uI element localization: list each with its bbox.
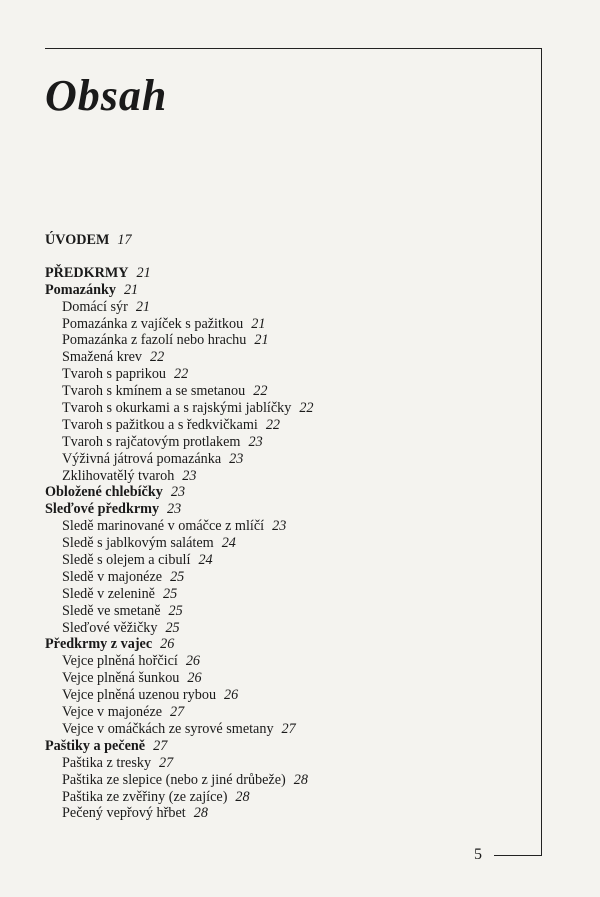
toc-entry-label: Sledě s jablkovým salátem [62, 535, 214, 552]
toc-entry-page: 23 [182, 467, 197, 484]
toc-entry [45, 586, 525, 603]
toc-entry-label: Tvaroh s pažitkou a s ředkvičkami [62, 416, 258, 433]
toc-entry [45, 789, 525, 806]
toc-entry-page: 28 [293, 771, 308, 788]
toc-section [45, 484, 525, 501]
toc-entry-label: PŘEDKRMY [45, 264, 129, 281]
toc-entry [45, 518, 525, 535]
toc-entry-label: Zklihovatělý tvaroh [62, 467, 175, 484]
toc-entry-label: Sleďové věžičky [62, 619, 158, 636]
toc-entry [45, 620, 525, 637]
table-of-contents [45, 232, 525, 822]
toc-entry-page: 27 [153, 737, 168, 754]
toc-entry-label: Sledě v zelenině [62, 585, 155, 602]
toc-entry-label: Pečený vepřový hřbet [62, 805, 186, 822]
toc-entry-page: 21 [135, 298, 150, 315]
toc-entry [45, 451, 525, 468]
toc-entry-page: 25 [162, 585, 178, 602]
toc-entry-page: 26 [224, 687, 239, 704]
toc-entry-page: 22 [174, 366, 189, 383]
toc-entry-page: 26 [160, 636, 175, 653]
toc-section [45, 501, 525, 518]
toc-entry [45, 687, 525, 704]
toc-entry-page: 26 [185, 653, 200, 670]
toc-entry-page: 22 [265, 416, 280, 433]
toc-entry-label: Tvaroh s paprikou [62, 366, 167, 383]
toc-entry-label: Předkrmy z vajec [45, 636, 153, 653]
toc-entry-page: 22 [299, 400, 314, 417]
toc-entry-label: Paštika z tresky [62, 754, 152, 771]
toc-entry [45, 569, 525, 586]
toc-entry-page: 25 [165, 619, 180, 636]
toc-entry [45, 755, 525, 772]
toc-entry [45, 299, 525, 316]
toc-entry-label: Vejce v omáčkách ze syrové smetany [62, 720, 274, 737]
toc-entry-label: Tvaroh s kmínem a se smetanou [62, 383, 246, 400]
toc-entry-page: 23 [229, 450, 244, 467]
toc-entry-page: 25 [170, 568, 185, 585]
toc-entry [45, 772, 525, 789]
toc-entry-page: 27 [159, 754, 174, 771]
toc-entry [45, 552, 525, 569]
toc-entry-label: Pomazánka z vajíček s pažitkou [62, 315, 244, 332]
toc-entry-label: Smažená krev [62, 349, 142, 366]
page-number: 5 [474, 846, 482, 863]
toc-entry-label: Domácí sýr [62, 298, 128, 315]
toc-entry [45, 349, 525, 366]
toc-entry-label: Sledě ve smetaně [62, 602, 161, 619]
toc-entry-label: Vejce plněná šunkou [62, 670, 180, 687]
frame-bottom-rule [494, 855, 542, 856]
toc-entry-page: 23 [170, 484, 186, 501]
toc-entry-page: 27 [170, 704, 185, 721]
toc-entry [45, 535, 525, 552]
toc-entry-label: Obložené chlebíčky [45, 484, 163, 501]
toc-entry-page: 22 [253, 383, 268, 400]
toc-entry [45, 400, 525, 417]
toc-entry [45, 603, 525, 620]
toc-entry-page: 23 [248, 433, 263, 450]
toc-section [45, 282, 525, 299]
toc-entry-label: Pomazánka z fazolí nebo hrachu [62, 332, 247, 349]
toc-entry [45, 417, 525, 434]
frame-top-rule [45, 48, 542, 49]
toc-entry-label: Paštika ze slepice (nebo z jiné drůbeže) [62, 771, 286, 788]
toc-entry-label: Paštika ze zvěřiny (ze zajíce) [62, 788, 228, 805]
toc-entry-page: 21 [254, 332, 269, 349]
frame-right-rule [541, 48, 542, 856]
toc-entry-label: Sledě marinované v omáčce z mlíčí [62, 518, 265, 535]
page-title: Obsah [45, 71, 168, 120]
toc-entry [45, 332, 525, 349]
toc-entry-page: 24 [198, 552, 213, 569]
toc-entry-label: Pomazánky [45, 281, 116, 298]
toc-section [45, 738, 525, 755]
toc-entry [45, 383, 525, 400]
toc-entry [45, 434, 525, 451]
toc-entry-label: Vejce plněná uzenou rybou [62, 687, 217, 704]
toc-entry-label: Sledě v majonéze [62, 568, 163, 585]
toc-entry [45, 468, 525, 485]
toc-entry-label: Sleďové předkrmy [45, 501, 160, 518]
toc-entry-page: 22 [149, 349, 165, 366]
toc-entry [45, 366, 525, 383]
toc-entry-label: Výživná játrová pomazánka [62, 450, 222, 467]
toc-entry [45, 670, 525, 687]
toc-entry [45, 805, 525, 822]
toc-entry-label: Tvaroh s rajčatovým protlakem [62, 433, 241, 450]
toc-entry-page: 24 [221, 535, 236, 552]
toc-entry-page: 21 [136, 264, 151, 281]
toc-entry-page: 28 [235, 788, 250, 805]
toc-section [45, 636, 525, 653]
toc-entry-label: ÚVODEM [45, 232, 110, 248]
toc-entry-label: Paštiky a pečeně [45, 737, 146, 754]
toc-entry-page: 25 [168, 602, 183, 619]
toc-entry [45, 704, 525, 721]
toc-entry-page: 23 [272, 518, 287, 535]
toc-entry-page: 26 [187, 670, 202, 687]
toc-entry-label: Vejce plněná hořčicí [62, 653, 178, 670]
toc-entry-label: Vejce v majonéze [62, 704, 163, 721]
toc-entry [45, 653, 525, 670]
toc-entry-page: 28 [193, 805, 208, 822]
toc-entry-label: Tvaroh s okurkami a s rajskými jablíčky [62, 400, 292, 417]
toc-entry-page: 21 [251, 315, 266, 332]
toc-entry-page: 27 [281, 720, 296, 737]
toc-chapter [45, 232, 525, 249]
toc-entry-label: Sledě s olejem a cibulí [62, 552, 191, 569]
toc-entry-page: 17 [117, 232, 132, 248]
toc-entry-page: 21 [123, 281, 139, 298]
toc-entry [45, 316, 525, 333]
toc-entry [45, 721, 525, 738]
toc-chapter [45, 265, 525, 282]
toc-entry-page: 23 [167, 501, 182, 518]
